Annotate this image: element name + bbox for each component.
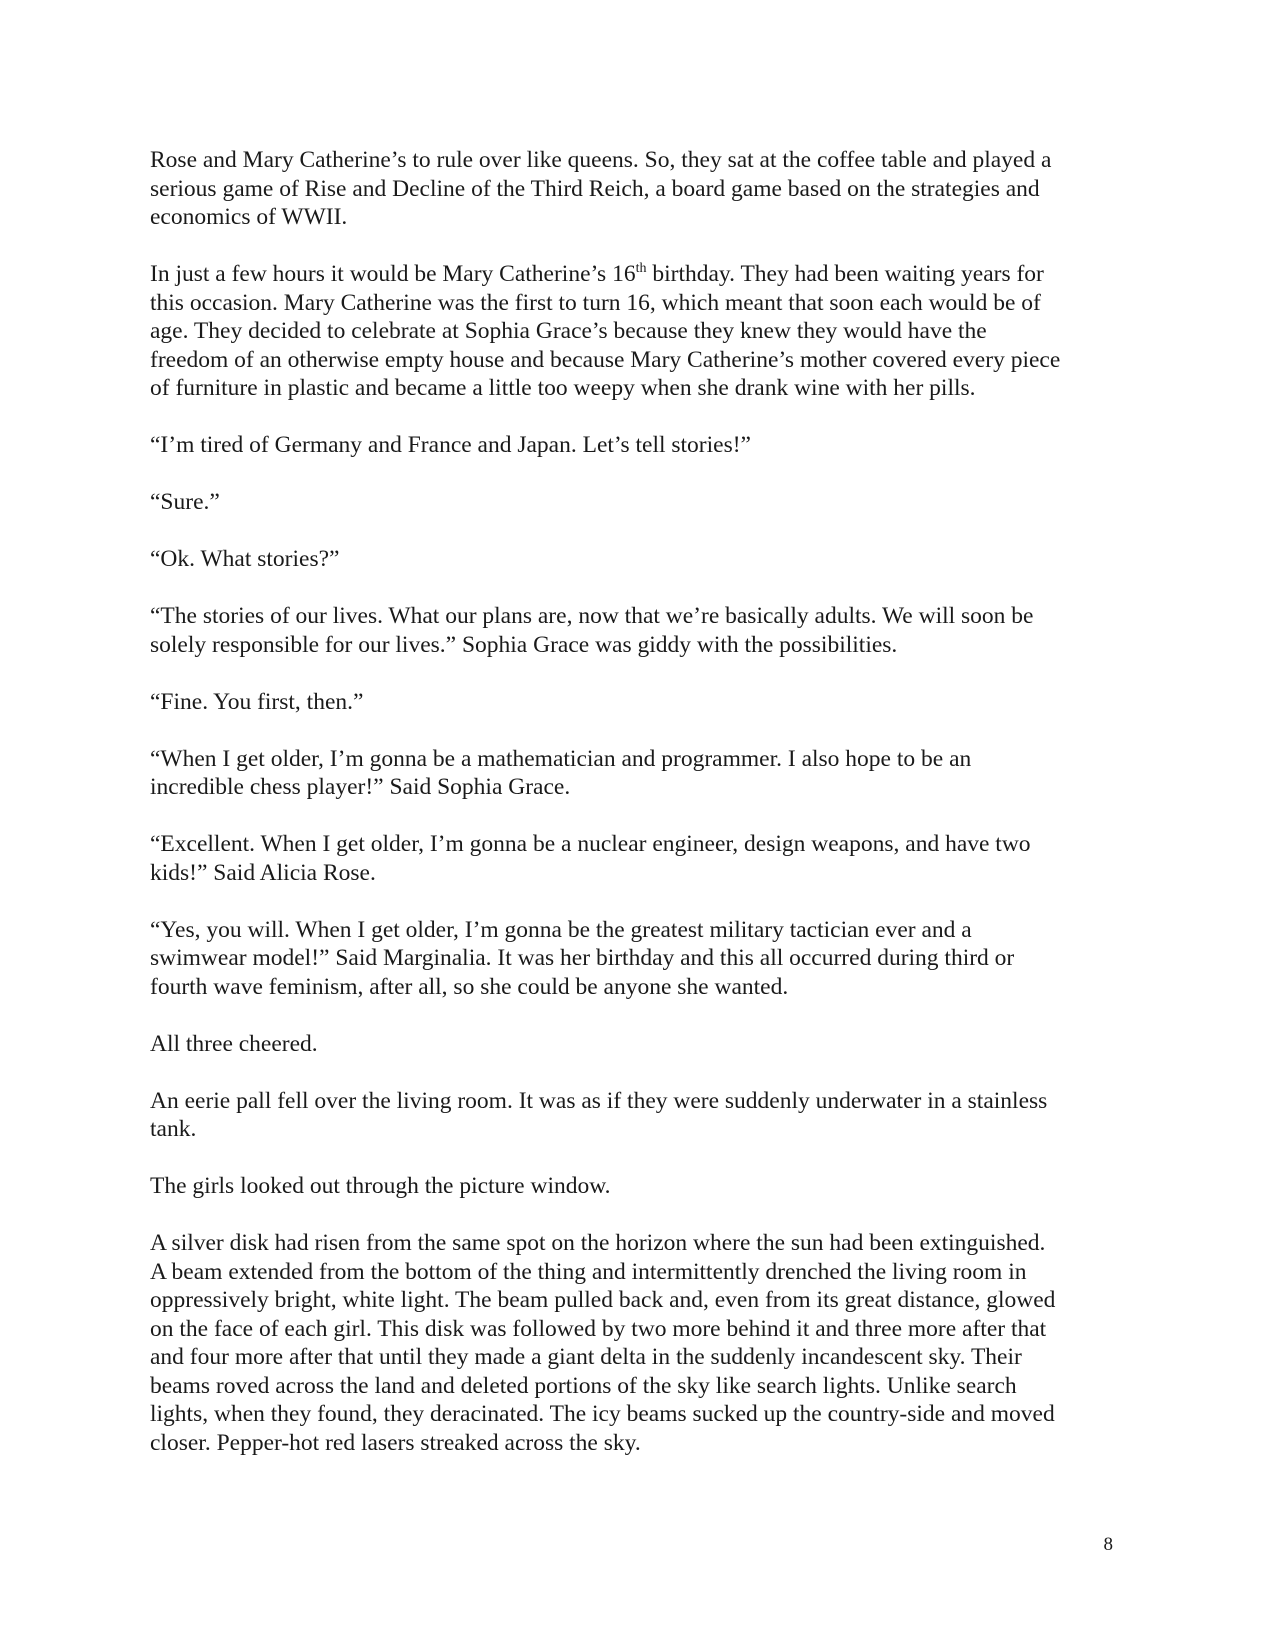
text-line: closer. Pepper-hot red lasers streaked across the sky. [150,1429,641,1456]
text-line: “Sure.” [150,489,220,515]
paragraph [150,545,1130,574]
ordinal-superscript: th [635,261,647,276]
text-line: swimwear model!” Said Marginalia. It was her birthday and this all occurred during third or [150,945,1015,971]
paragraph [150,431,1130,460]
paragraph [150,916,1130,1002]
text-line: “Fine. You first, then.” [150,688,364,715]
paragraph [150,1172,1130,1201]
text-line: and four more after that until they made a giant delta in the suddenly incandescent sky. Their [150,1344,1022,1370]
text-line: All three cheered. [150,1030,318,1057]
text-line: An eerie pall fell over the living room. It was as if they were suddenly underwater in a stainless [150,1087,1048,1114]
text-line: A beam extended from the bottom of the thing and intermittently drenched the living room in [150,1258,1027,1285]
paragraph [150,1030,1130,1059]
paragraph [150,688,1130,717]
text-line: Rose and Mary Catherine’s to rule over like queens. So, they sat at the coffee table and played a [150,147,1052,173]
text-line: solely responsible for our lives.” Sophia Grace was giddy with the possibilities. [150,631,898,658]
text-line: “Ok. What stories?” [150,546,340,572]
paragraph [150,488,1130,517]
text-line: beams roved across the land and deleted portions of the sky like search lights. Unlike search [150,1372,1017,1399]
body-text [150,146,1130,1486]
paragraph [150,745,1130,802]
text-line: serious game of Rise and Decline of the Third Reich, a board game based on the strategies and [150,175,1040,202]
text-line: freedom of an otherwise empty house and because Mary Catherine’s mother covered every piece [150,346,1061,373]
text-segment: birthday. They had been waiting years for [646,261,1044,287]
text-line: “Excellent. When I get older, I’m gonna be a nuclear engineer, design weapons, and have two [150,831,1031,857]
paragraph [150,602,1130,659]
paragraph [150,146,1130,232]
text-line [150,260,1130,289]
text-line: kids!” Said Alicia Rose. [150,859,376,886]
text-line: oppressively bright, white light. The beam pulled back and, even from its great distance, glowed [150,1287,1056,1313]
text-line: tank. [150,1116,197,1142]
text-line: lights, when they found, they deracinated. The icy beams sucked up the country-side and moved [150,1401,1055,1427]
text-line: this occasion. Mary Catherine was the first to turn 16, which meant that soon each would be of [150,289,1041,316]
text-line: of furniture in plastic and became a little too weepy when she drank wine with her pills. [150,375,976,401]
paragraph [150,1087,1130,1144]
text-line: The girls looked out through the picture window. [150,1173,611,1199]
paragraph [150,1229,1130,1457]
text-line: “I’m tired of Germany and France and Japan. Let’s tell stories!” [150,432,751,458]
text-line: “The stories of our lives. What our plans are, now that we’re basically adults. We will soon be [150,603,1034,629]
text-line: fourth wave feminism, after all, so she could be anyone she wanted. [150,973,789,1000]
text-line: age. They decided to celebrate at Sophia Grace’s because they knew they would have the [150,318,987,344]
paragraph [150,830,1130,887]
text-line: economics of WWII. [150,204,348,230]
text-line: “Yes, you will. When I get older, I’m gonna be the greatest military tactician ever and a [150,916,972,943]
text-line: on the face of each girl. This disk was followed by two more behind it and three more after that [150,1315,1047,1342]
text-line: A silver disk had risen from the same spot on the horizon where the sun had been extinguished. [150,1230,1046,1256]
text-line: “When I get older, I’m gonna be a mathematician and programmer. I also hope to be an [150,745,972,772]
paragraph [150,260,1130,403]
page-number: 8 [1103,1534,1113,1555]
text-segment: In just a few hours it would be Mary Catherine’s 16 [150,261,636,287]
text-line: incredible chess player!” Said Sophia Grace. [150,774,571,800]
